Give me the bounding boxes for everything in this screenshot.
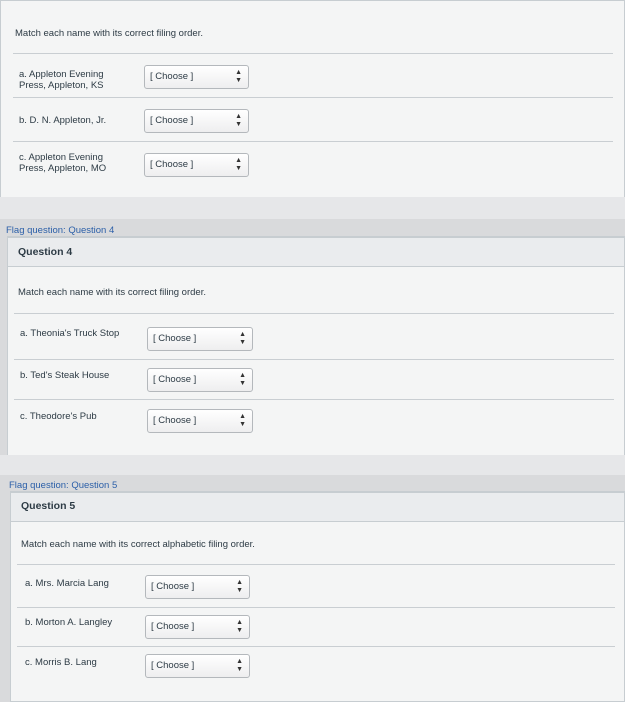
match-select-b[interactable] xyxy=(147,368,253,392)
row-divider xyxy=(14,399,614,400)
question-header xyxy=(11,492,624,522)
select-value: [ Choose ] xyxy=(151,581,195,592)
question-header xyxy=(8,237,624,267)
row-divider xyxy=(14,359,614,360)
match-select-c[interactable] xyxy=(145,654,250,678)
select-value: [ Choose ] xyxy=(153,374,197,385)
select-value: [ Choose ] xyxy=(151,621,195,632)
row-divider xyxy=(14,313,614,314)
match-item-label: c. Morris B. Lang xyxy=(25,657,97,668)
up-down-arrows-icon: ▲ ▼ xyxy=(235,113,242,128)
match-item-label: b. Ted's Steak House xyxy=(20,370,110,381)
match-item-label: a. Appleton Evening Press, Appleton, KS xyxy=(19,69,104,91)
select-value: [ Choose ] xyxy=(151,660,195,671)
match-select-b[interactable] xyxy=(145,615,250,639)
question-4-card xyxy=(7,236,625,456)
match-item-label: b. D. N. Appleton, Jr. xyxy=(19,115,107,126)
up-down-arrows-icon: ▲ ▼ xyxy=(235,157,242,172)
match-select-c[interactable] xyxy=(147,409,253,433)
question-prompt: Match each name with its correct filing order. xyxy=(18,287,206,298)
up-down-arrows-icon: ▲ ▼ xyxy=(239,331,246,346)
select-value: [ Choose ] xyxy=(150,115,194,126)
select-value: [ Choose ] xyxy=(153,415,197,426)
up-down-arrows-icon: ▲ ▼ xyxy=(236,579,243,594)
match-select-a[interactable] xyxy=(145,575,250,599)
match-item-label: c. Theodore's Pub xyxy=(20,411,97,422)
flag-question-5-link[interactable]: Flag question: Question 5 xyxy=(9,480,118,491)
match-select-a[interactable] xyxy=(144,65,249,89)
up-down-arrows-icon: ▲ ▼ xyxy=(235,69,242,84)
question-3-card xyxy=(0,0,625,198)
question-gap xyxy=(0,455,625,475)
row-divider xyxy=(17,564,615,565)
up-down-arrows-icon: ▲ ▼ xyxy=(239,372,246,387)
up-down-arrows-icon: ▲ ▼ xyxy=(236,619,243,634)
flag-question-4-link[interactable]: Flag question: Question 4 xyxy=(6,225,115,236)
match-item-label: c. Appleton Evening Press, Appleton, MO xyxy=(19,152,107,174)
row-divider xyxy=(17,646,615,647)
up-down-arrows-icon: ▲ ▼ xyxy=(239,413,246,428)
row-divider xyxy=(17,607,615,608)
question-prompt: Match each name with its correct alphabetic filing order. xyxy=(21,539,255,550)
row-divider xyxy=(13,141,613,142)
select-value: [ Choose ] xyxy=(153,333,197,344)
question-prompt: Match each name with its correct filing order. xyxy=(15,28,203,39)
match-item-label: b. Morton A. Langley xyxy=(25,617,113,628)
match-select-a[interactable] xyxy=(147,327,253,351)
row-divider xyxy=(13,53,613,54)
select-value: [ Choose ] xyxy=(150,71,194,82)
match-select-b[interactable] xyxy=(144,109,249,133)
match-item-label: a. Mrs. Marcia Lang xyxy=(25,578,109,589)
question-title: Question 5 xyxy=(21,500,76,512)
question-5-card xyxy=(10,491,625,702)
up-down-arrows-icon: ▲ ▼ xyxy=(236,658,243,673)
row-divider xyxy=(13,97,613,98)
question-title: Question 4 xyxy=(18,246,73,258)
match-item-label: a. Theonia's Truck Stop xyxy=(20,328,120,339)
question-gap xyxy=(0,197,625,219)
match-select-c[interactable] xyxy=(144,153,249,177)
select-value: [ Choose ] xyxy=(150,159,194,170)
